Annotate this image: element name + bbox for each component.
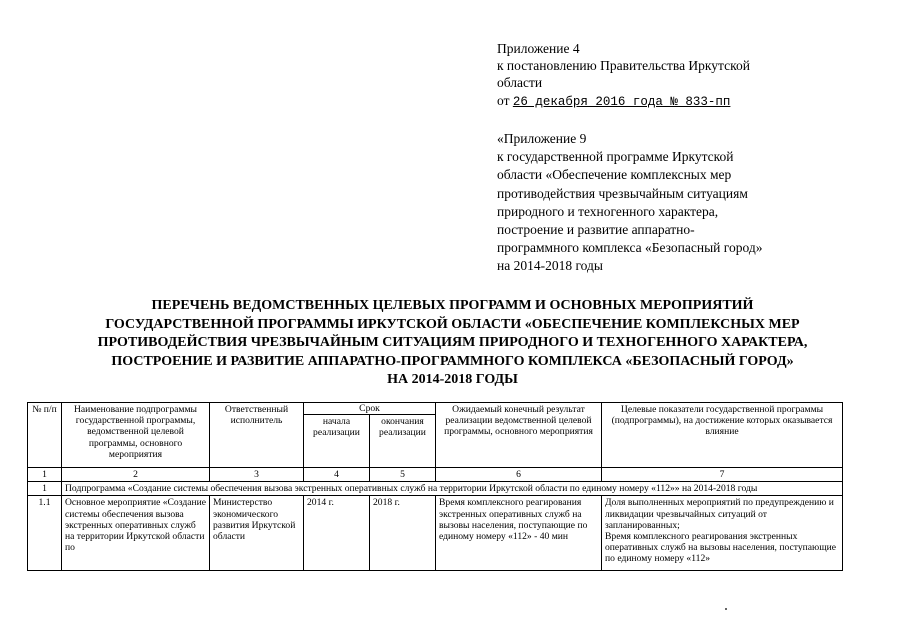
table-row bbox=[28, 496, 843, 571]
appendix-header bbox=[497, 40, 797, 111]
header-responsible: Ответственный исполнитель bbox=[210, 403, 304, 468]
column-numbers-row bbox=[28, 468, 843, 482]
column-number: 7 bbox=[602, 468, 843, 482]
appendix-date-prefix: от bbox=[497, 92, 510, 108]
column-number: 6 bbox=[436, 468, 602, 482]
indicator-item: Время комплексного реагирования экстренных оперативных служб на вызовы населения, поступающие по единому номеру «112» bbox=[605, 531, 836, 565]
title-line: ПРОТИВОДЕЙСТВИЯ ЧРЕЗВЫЧАЙНЫМ СИТУАЦИЯМ ПРИРОДНОГО И ТЕХНОГЕННОГО ХАРАКТЕРА, bbox=[97, 335, 808, 350]
appendix-date-value: 26 декабря 2016 года № 833-пп bbox=[512, 94, 731, 109]
row-expected-result: Время комплексного реагирования экстренных оперативных служб на вызовы населения, поступающие по единому номеру «112» - 40 мин bbox=[436, 496, 602, 571]
column-number: 1 bbox=[28, 468, 62, 482]
appendix9-line: программного комплекса «Безопасный город» bbox=[497, 240, 763, 256]
column-number: 3 bbox=[210, 468, 304, 482]
row-start-year: 2014 г. bbox=[304, 496, 370, 571]
title-line: ГОСУДАРСТВЕННОЙ ПРОГРАММЫ ИРКУТСКОЙ ОБЛАСТИ «ОБЕСПЕЧЕНИЕ КОМПЛЕКСНЫХ МЕР bbox=[105, 316, 800, 332]
subprogram-title: Подпрограмма «Создание системы обеспечения вызова экстренных оперативных служб на территории Иркутской области по единому номеру «112»» на 2014-2018 годы bbox=[62, 482, 843, 496]
column-number: 5 bbox=[370, 468, 436, 482]
header-start: начала реализации bbox=[304, 415, 370, 468]
title-line: ПОСТРОЕНИЕ И РАЗВИТИЕ АППАРАТНО-ПРОГРАММНОГО КОМПЛЕКСА «БЕЗОПАСНЫЙ ГОРОД» bbox=[111, 353, 794, 369]
header-indicators: Целевые показатели государственной программы (подпрограммы), на достижение которых оказывается влияние bbox=[602, 403, 843, 468]
column-number: 2 bbox=[62, 468, 210, 482]
row-end-year: 2018 г. bbox=[370, 496, 436, 571]
appendix9-line: противодействия чрезвычайным ситуациям bbox=[497, 185, 748, 201]
row-responsible: Министерство экономического развития Иркутской области bbox=[210, 496, 304, 571]
row-activity-name: Основное мероприятие «Создание системы обеспечения вызова экстренных оперативных служб на территории Иркутской области по bbox=[62, 496, 210, 571]
header-num: № п/п bbox=[28, 403, 62, 468]
appendix-date-line bbox=[497, 92, 797, 111]
appendix-decree-ref: к постановлению Правительства Иркутской bbox=[497, 58, 750, 74]
table-header-row bbox=[28, 403, 843, 415]
scan-speck bbox=[725, 608, 727, 610]
document-title bbox=[40, 297, 865, 390]
header-name: Наименование подпрограммы государственной программы, ведомственной целевой программы, основного мероприятия bbox=[62, 403, 210, 468]
indicator-item: Доля выполненных мероприятий по предупреждению и ликвидации чрезвычайных ситуаций от запланированных; bbox=[605, 497, 834, 531]
header-result: Ожидаемый конечный результат реализации ведомственной целевой программы, основного мероприятия bbox=[436, 403, 602, 468]
appendix9-line: к государственной программе Иркутской bbox=[497, 149, 734, 165]
appendix9-line: построение и развитие аппаратно- bbox=[497, 222, 695, 238]
appendix9-line: природного и техногенного характера, bbox=[497, 203, 719, 219]
row-num: 1.1 bbox=[28, 496, 62, 571]
appendix-number: Приложение 4 bbox=[497, 41, 580, 56]
row-indicators bbox=[602, 496, 843, 571]
appendix9-line: области «Обеспечение комплексных мер bbox=[497, 167, 732, 183]
header-term: Срок bbox=[304, 403, 436, 415]
title-line: НА 2014-2018 ГОДЫ bbox=[387, 372, 518, 387]
title-line: ПЕРЕЧЕНЬ ВЕДОМСТВЕННЫХ ЦЕЛЕВЫХ ПРОГРАММ И ОСНОВНЫХ МЕРОПРИЯТИЙ bbox=[151, 298, 754, 313]
appendix-region: области bbox=[497, 75, 543, 91]
column-number: 4 bbox=[304, 468, 370, 482]
header-end: окончания реализации bbox=[370, 415, 436, 468]
subprogram-row bbox=[28, 482, 843, 496]
subprogram-num: 1 bbox=[28, 482, 62, 496]
programs-table bbox=[27, 402, 843, 571]
appendix9-line: «Приложение 9 bbox=[497, 131, 587, 146]
appendix9-header bbox=[497, 130, 807, 276]
appendix9-line: на 2014-2018 годы bbox=[497, 258, 603, 274]
